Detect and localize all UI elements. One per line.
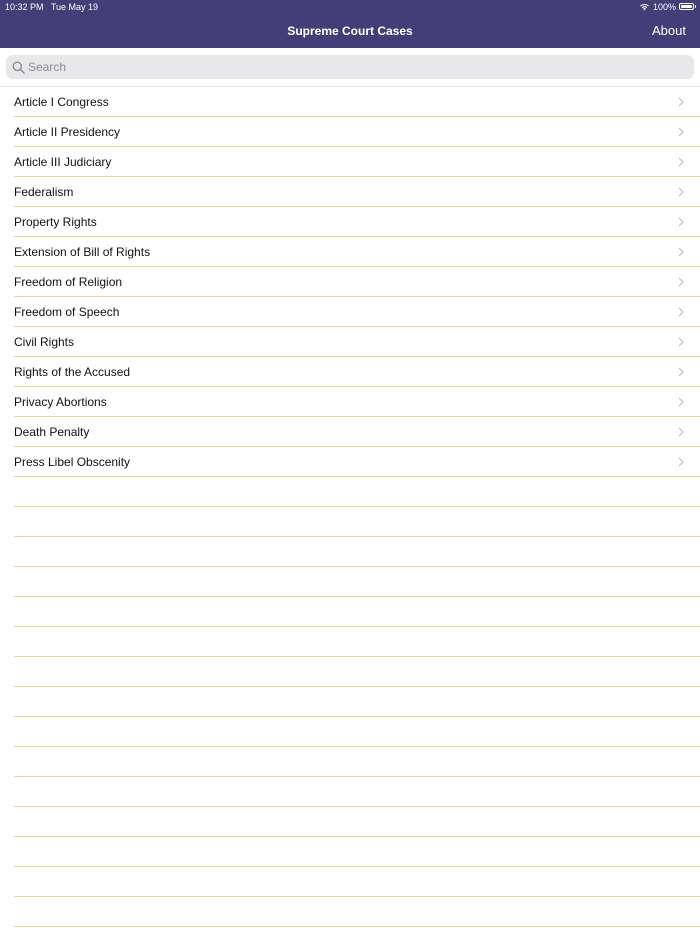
chevron-right-icon <box>678 427 684 437</box>
status-clock: 10:32 PM <box>5 2 44 12</box>
list-item-label: Article III Judiciary <box>14 155 112 169</box>
empty-row-separator <box>0 537 700 567</box>
search-bar[interactable] <box>6 55 694 79</box>
list-item[interactable] <box>0 297 700 327</box>
empty-row-separator <box>0 507 700 537</box>
list-item[interactable] <box>0 267 700 297</box>
empty-row-separator <box>0 837 700 867</box>
list-item-label: Extension of Bill of Rights <box>14 245 151 259</box>
list-item[interactable] <box>0 237 700 267</box>
empty-row-separator <box>0 597 700 627</box>
list-item[interactable] <box>0 147 700 177</box>
chevron-right-icon <box>678 457 684 467</box>
list-item[interactable] <box>0 87 700 117</box>
chevron-right-icon <box>678 97 684 107</box>
empty-row-separator <box>0 567 700 597</box>
list-item-label: Federalism <box>14 185 74 199</box>
empty-row-separator <box>0 747 700 777</box>
list-item-label: Press Libel Obscenity <box>14 455 131 469</box>
battery-icon <box>679 3 694 10</box>
status-time <box>5 2 98 12</box>
chevron-right-icon <box>678 187 684 197</box>
list-item-label: Privacy Abortions <box>14 395 107 409</box>
empty-row-separator <box>0 657 700 687</box>
chevron-right-icon <box>678 367 684 377</box>
chevron-right-icon <box>678 397 684 407</box>
empty-row-separator <box>0 627 700 657</box>
list-item[interactable] <box>0 177 700 207</box>
chevron-right-icon <box>678 307 684 317</box>
status-date: Tue May 19 <box>50 2 99 12</box>
list-item-label: Death Penalty <box>14 425 90 439</box>
search-icon <box>12 61 25 74</box>
list-item-label: Civil Rights <box>14 335 75 349</box>
battery-percent: 100% <box>652 1 676 12</box>
navigation-bar <box>0 0 700 48</box>
empty-row-separator <box>0 477 700 507</box>
about-button[interactable]: About <box>652 23 686 38</box>
list-item[interactable] <box>0 117 700 147</box>
list-item-label: Freedom of Religion <box>14 275 123 289</box>
chevron-right-icon <box>678 127 684 137</box>
empty-row-separator <box>0 777 700 807</box>
empty-row-separator <box>0 867 700 897</box>
list-item-label: Freedom of Speech <box>14 305 120 319</box>
empty-row-separator <box>0 897 700 927</box>
list-item-label: Article II Presidency <box>14 125 121 139</box>
search-input[interactable] <box>28 60 668 74</box>
chevron-right-icon <box>678 337 684 347</box>
empty-row-separator <box>0 717 700 747</box>
list-item[interactable] <box>0 207 700 237</box>
chevron-right-icon <box>678 217 684 227</box>
empty-row-separator <box>0 687 700 717</box>
chevron-right-icon <box>678 277 684 287</box>
category-list <box>0 87 700 927</box>
list-item[interactable] <box>0 327 700 357</box>
page-title: Supreme Court Cases <box>287 24 413 38</box>
status-indicators <box>639 1 694 12</box>
wifi-icon <box>639 2 650 11</box>
chevron-right-icon <box>678 157 684 167</box>
empty-row-separator <box>0 807 700 837</box>
list-item[interactable] <box>0 417 700 447</box>
list-item-label: Article I Congress <box>14 95 109 109</box>
chevron-right-icon <box>678 247 684 257</box>
list-item-label: Rights of the Accused <box>14 365 131 379</box>
list-item[interactable] <box>0 387 700 417</box>
list-item[interactable] <box>0 447 700 477</box>
list-item-label: Property Rights <box>14 215 97 229</box>
list-item[interactable] <box>0 357 700 387</box>
